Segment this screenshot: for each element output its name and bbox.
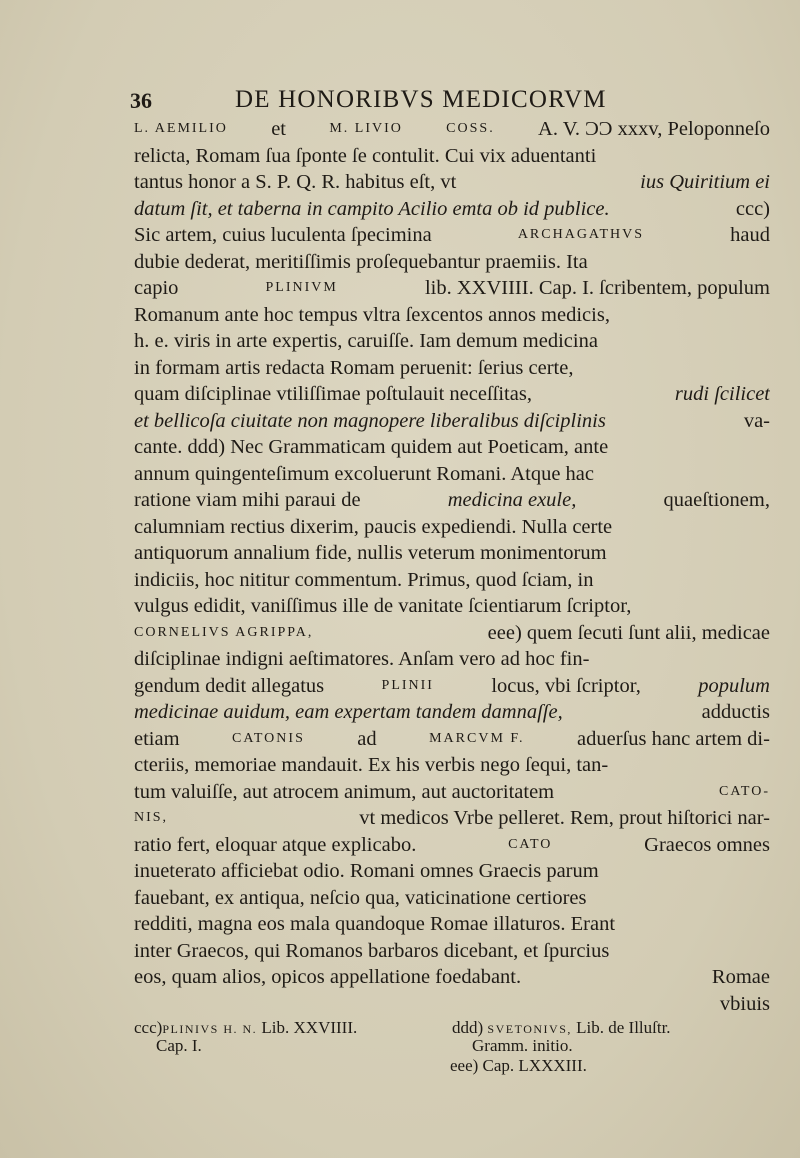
footnote-ccc-line2: Cap. I. xyxy=(156,1036,202,1055)
text-line: inueterato afficiebat odio. Romani omnes Graecis parum xyxy=(134,860,599,882)
footnote-ccc: ccc)PLINIVS H. N. Lib. XXVIIII. xyxy=(134,1018,358,1037)
body-text xyxy=(134,116,770,1017)
text-line: eos, quam alios, opicos appellatione foedabant. Romae xyxy=(134,966,770,988)
text-line: vulgus edidit, vaniſſimus ille de vanitate ſcientiarum ſcriptor, xyxy=(134,595,632,617)
running-title: DE HONORIBVS MEDICORVM xyxy=(235,86,607,113)
text-line: Romanum ante hoc tempus vltra ſexcentos annos medicis, xyxy=(134,303,610,326)
footnote-ddd: ddd) SVETONIVS, Lib. de Illuſtr. xyxy=(452,1018,671,1037)
text-line: tantus honor a S. P. Q. R. habitus eſt, vt ius Quiritium ei xyxy=(134,171,770,193)
text-line: antiquorum annalium fide, nullis veterum monimentorum xyxy=(134,542,607,564)
text-line: fauebant, ex antiqua, neſcio qua, vaticinatione certiores xyxy=(134,886,587,909)
text-line: diſciplinae indigni aeſtimatores. Anſam vero ad hoc fin- xyxy=(134,648,590,670)
text-line: Sic artem, cuius luculenta ſpecimina ARCHAGATHVS haud xyxy=(134,224,770,246)
text-line: NIS, vt medicos Vrbe pelleret. Rem, prout hiſtorici nar- xyxy=(134,807,770,829)
text-line: dubie dederat, meritiſſimis proſequebantur praemiis. Ita xyxy=(134,250,588,273)
text-line: calumniam rectius dixerim, paucis expediendi. Nulla certe xyxy=(134,515,613,538)
footnote-eee: eee) Cap. LXXXIII. xyxy=(450,1056,587,1075)
text-line: indiciis, hoc nititur commentum. Primus, quod ſciam, in xyxy=(134,568,594,591)
text-line: capio PLINIVM lib. XXVIIII. Cap. I. ſcribentem, populum xyxy=(134,277,770,299)
text-line: h. e. viris in arte expertis, caruiſſe. Iam demum medicina xyxy=(134,330,598,352)
text-line: relicta, Romam ſua ſponte ſe contulit. Cui vix aduentanti xyxy=(134,144,597,167)
footnote-ddd-line2: Gramm. initio. xyxy=(472,1036,573,1055)
text-line: CORNELIVS AGRIPPA, eee) quem ſecuti ſunt alii, medicae xyxy=(134,621,770,644)
text-line: datum ſit, et taberna in campito Acilio emta ob id publice. ccc) xyxy=(134,196,770,223)
page-header xyxy=(130,86,770,120)
text-line: inter Graecos, qui Romanos barbaros dicebant, et ſpurcius xyxy=(134,939,610,962)
text-line: ratione viam mihi paraui de medicina exule, quaeſtionem, xyxy=(134,489,770,511)
text-line: L. AEMILIO et M. LIVIO COSS. A. V. ϽϽ xxxv, Peloponneſo xyxy=(134,118,770,140)
text-line: cteriis, memoriae mandauit. Ex his verbis nego ſequi, tan- xyxy=(134,754,609,776)
text-line: medicinae auidum, eam expertam tandem damnaſſe, adductis xyxy=(134,701,770,723)
footnote-ref: ccc) xyxy=(735,197,770,220)
text-line: redditi, magna eos mala quandoque Romae illaturos. Erant xyxy=(134,913,616,935)
text-line: in formam artis redacta Romam peruenit: ſerius certe, xyxy=(134,356,574,379)
text-line: quam diſciplinae vtiliſſimae poſtulauit neceſſitas, rudi ſcilicet xyxy=(134,383,770,405)
page-number: 36 xyxy=(130,88,152,113)
catchword: vbiuis xyxy=(719,992,770,1015)
text-line: annum quingenteſimum excoluerunt Romani. Atque hac xyxy=(134,462,595,485)
text-line: cante. ddd) Nec Grammaticam quidem aut Poeticam, ante xyxy=(134,436,609,458)
text-line: et bellicoſa ciuitate non magnopere liberalibus diſciplinis va- xyxy=(134,409,770,432)
text-line: tum valuiſſe, aut atrocem animum, aut auctoritatem CATO- xyxy=(134,780,770,803)
text-line: gendum dedit allegatus PLINII locus, vbi ſcriptor, populum xyxy=(134,674,770,697)
text-line: etiam CATONIS ad MARCVM F. aduerſus hanc artem di- xyxy=(134,727,770,750)
text-line: ratio fert, eloquar atque explicabo. CATO Graecos omnes xyxy=(134,833,770,856)
